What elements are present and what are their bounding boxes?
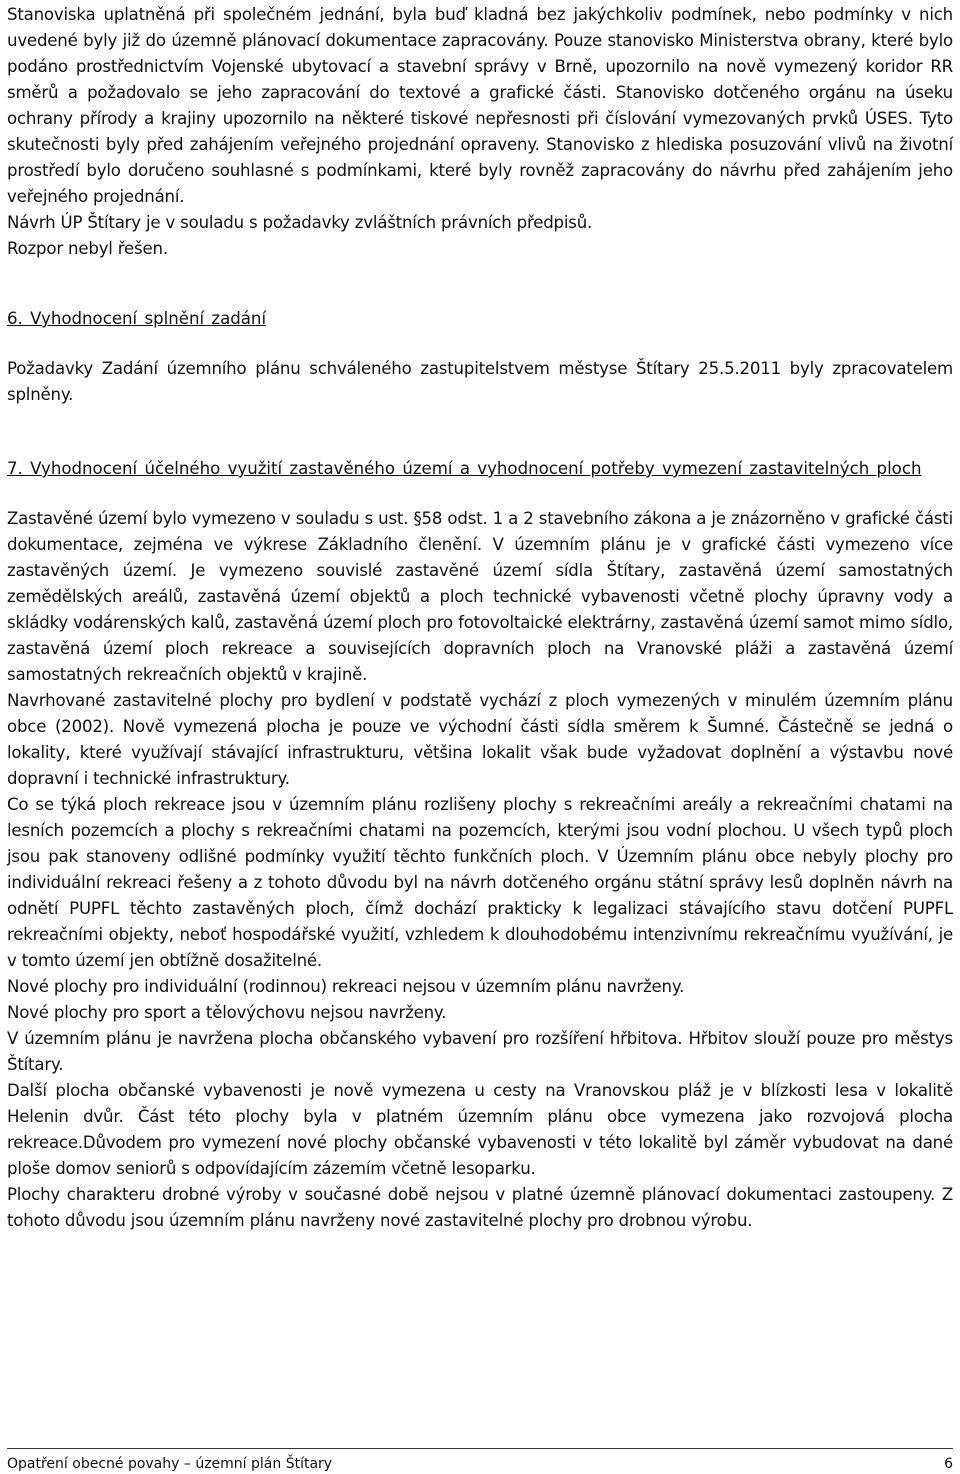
- paragraph-soulad: Návrh ÚP Štítary je v souladu s požadavky zvláštních právních předpisů.: [7, 213, 593, 232]
- paragraph-plochy-bydleni: Navrhované zastavitelné plochy pro bydlení v podstatě vychází z ploch vymezených v minulém územním plánu obce (2002). Nově vymezená plocha je pouze ve východní části sídla směrem k Šumné. Částečně se jedná o lokality, které využívají stávající infrastrukturu, většina lokalit však bude vyžadovat doplnění a výstavbu nové dopravní i technické infrastruktury.: [7, 691, 953, 788]
- paragraph-stanoviska: Stanoviska uplatněná při společném jednání, byla buď kladná bez jakýchkoliv podmínek, nebo podmínky v nich uvedené byly již do územně plánovací dokumentace zapracovány. Pouze stanovisko Ministerstva obrany, které bylo podáno prostřednictvím Vojenské ubytovací a stavební správy v Brně, upozornilo na nově vymezený koridor RR směrů a požadovalo se jeho zapracování do textové a grafické části. Stanovisko dotčeného orgánu na úseku ochrany přírody a krajiny upozornilo na některé tiskové nepřesnosti při číslování vymezovaných prvků ÚSES. Tyto skutečnosti byly před zahájením veřejného projednání opraveny. Stanovisko z hlediska posuzování vlivů na životní prostředí bylo doručeno souhlasné s podmínkami, které byly rovněž zapracovány do návrhu před zahájením jeho veřejného projednání.: [7, 5, 953, 206]
- paragraph-rozpor: Rozpor nebyl řešen.: [7, 239, 168, 258]
- section-heading-6: 6. Vyhodnocení splnění zadání: [7, 309, 267, 328]
- paragraph-obcanska-vybavenost: Další plocha občanské vybavenosti je nově vymezena u cesty na Vranovskou pláž je v blízkosti lesa v lokalitě Helenin dvůr. Část této plochy byla v platném územním plánu obce vymezena jako rozvojová plocha rekreace.Důvodem pro vymezení nové plochy občanské vybavenosti v této lokalitě byl záměr vybudovat na dané ploše domov seniorů s odpovídajícím zázemím včetně lesoparku.: [7, 1081, 953, 1178]
- paragraph-hrbitov: V územním plánu je navržena plocha občanského vybavení pro rozšíření hřbitova. Hřbitov slouží pouze pro městys Štítary.: [7, 1029, 953, 1074]
- footer-title: Opatření obecné povahy – územní plán Štítary: [7, 1456, 333, 1472]
- paragraph-pozadavky-zadani: Požadavky Zadání územního plánu schváleného zastupitelstvem městyse Štítary 25.5.2011 byly zpracovatelem splněny.: [7, 359, 953, 404]
- paragraph-zastavene-uzemi: Zastavěné území bylo vymezeno v souladu s ust. §58 odst. 1 a 2 stavebního zákona a je znázorněno v grafické části dokumentace, zejména ve výkrese Základního členění. V územním plánu je v grafické části vymezeno více zastavěných území. Je vymezeno souvislé zastavěné území sídla Štítary, zastavěná území samostatných zemědělských areálů, zastavěná území objektů a ploch technické vybavenosti včetně plochy úpravny vody a skládky vodárenských kalů, zastavěná území ploch pro fotovoltaické elektrárny, zastavěná území samot mimo sídlo, zastavěná území ploch rekreace a souvisejících dopravních ploch na Vranovské pláži a zastavěná území samostatných rekreačních objektů v krajině.: [7, 509, 953, 684]
- paragraph-individualni-rekreace: Nové plochy pro individuální (rodinnou) rekreaci nejsou v územním plánu navrženy.: [7, 977, 685, 996]
- section-heading-7: 7. Vyhodnocení účelného využití zastavěného území a vyhodnocení potřeby vymezení zastavitelných ploch: [7, 459, 922, 478]
- page-footer: [7, 1448, 953, 1473]
- paragraph-plochy-rekreace: Co se týká ploch rekreace jsou v územním plánu rozlišeny plochy s rekreačními areály a rekreačními chatami na lesních pozemcích a plochy s rekreačními chatami na pozemcích, kterými jsou vodní plochou. U všech typů ploch jsou pak stanoveny odlišné podmínky využití těchto funkčních ploch. V Územním plánu obce nebyly plochy pro individuální rekreaci řešeny a z tohoto důvodu byl na návrh dotčeného orgánu státní správy lesů doplněn návrh na odnětí PUPFL těchto zastavěných ploch, čímž dochází prakticky k legalizaci stávajícího stavu dotčení PUPFL rekreačními objekty, neboť hospodářské využití, vzhledem k dlouhodobému intenzivnímu rekreačnímu využívání, je v tomto území jen obtížně dosažitelné.: [7, 795, 953, 970]
- document-page: [7, 2, 953, 1234]
- paragraph-sport: Nové plochy pro sport a tělovýchovu nejsou navrženy.: [7, 1003, 447, 1022]
- paragraph-drobna-vyroba: Plochy charakteru drobné výroby v současné době nejsou v platné územně plánovací dokumentaci zastoupeny. Z tohoto důvodu jsou územním plánu navrženy nové zastavitelné plochy pro drobnou výrobu.: [7, 1185, 953, 1230]
- page-number: 6: [944, 1456, 953, 1472]
